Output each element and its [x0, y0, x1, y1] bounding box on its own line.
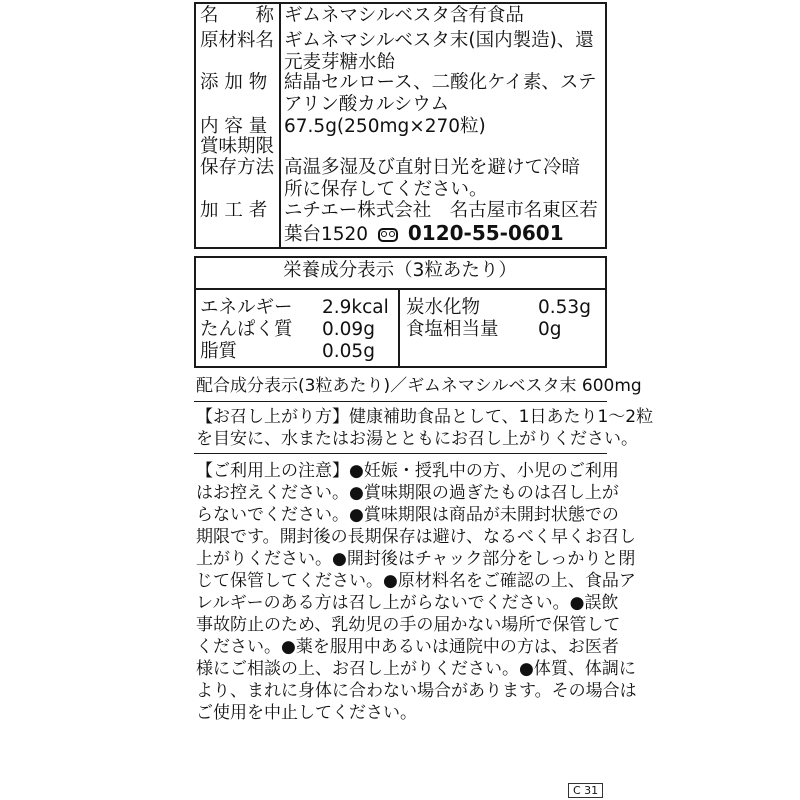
- nutrition-column-divider: [398, 288, 400, 368]
- nutrition-salt-name: 食塩相当量: [406, 319, 499, 340]
- value-ingredients-2: 元麦芽糖水飴: [284, 52, 396, 73]
- caution-line: じて保管してください。●原材料名をご確認の上、食品ア: [196, 571, 636, 591]
- caution-line: 事故防止のため、乳幼児の手の届かない場所で保管して: [196, 615, 621, 635]
- label-ingredients: 原材料名: [200, 30, 275, 51]
- nutrition-energy-value: 2.9kcal: [322, 297, 389, 318]
- caution-line: はお控えください。●賞味期限の過ぎたものは召し上が: [196, 483, 619, 503]
- value-processor-1: ニチエー株式会社 名古屋市名東区若: [284, 200, 598, 221]
- value-storage-2: 所に保存してください。: [284, 179, 488, 200]
- caution-line: 期限です。開封後の長期保存は避け、なるべく早くお召し: [196, 527, 636, 547]
- label-content: 内 容 量: [200, 116, 268, 137]
- caution-line: 【ご利用上の注意】●妊娠・授乳中の方、小児のご利用: [196, 461, 619, 481]
- free-dial-icon: [378, 228, 398, 242]
- address-end: 葉台1520: [284, 224, 369, 245]
- value-additives-2: アリン酸カルシウム: [284, 94, 450, 115]
- nutrition-title: 栄養成分表示（3粒あたり）: [283, 260, 517, 281]
- phone-number: 0120-55-0601: [407, 221, 564, 245]
- nutrition-protein-name: たんぱく質: [200, 319, 293, 340]
- nutrition-fat-name: 脂質: [200, 341, 238, 362]
- value-content: 67.5g(250mg×270粒): [284, 116, 486, 137]
- info-column-divider: [279, 2, 281, 249]
- composition-line: 配合成分表示(3粒あたり)／ギムネマシルベスタ末 600mg: [196, 376, 642, 396]
- nutrition-title-divider: [194, 288, 607, 290]
- caution-line: 様にご相談の上、お召し上がりください。●体質、体調に: [196, 659, 636, 679]
- label-name: 名 称: [200, 5, 275, 26]
- caution-line: 上がりください。●開封後はチャック部分をしっかりと閉: [196, 549, 636, 569]
- product-code: C 31: [568, 783, 603, 798]
- nutrition-carbs-name: 炭水化物: [406, 297, 481, 318]
- caution-line: ください。●薬を服用中あるいは通院中の方は、お医者: [196, 637, 619, 657]
- value-ingredients-1: ギムネマシルベスタ末(国内製造)、還: [284, 30, 594, 51]
- nutrition-carbs-value: 0.53g: [538, 297, 591, 318]
- value-storage-1: 高温多湿及び直射日光を避けて冷暗: [284, 157, 581, 178]
- caution-line: レルギーのある方は召し上がらないでください。●誤飲: [196, 593, 619, 613]
- nutrition-protein-value: 0.09g: [322, 319, 375, 340]
- usage-line-1: 【お召し上がり方】健康補助食品として、1日あたり1～2粒: [196, 407, 654, 427]
- label-additives: 添 加 物: [200, 72, 268, 93]
- caution-line: ご使用を中止してください。: [196, 703, 417, 723]
- value-name: ギムネマシルベスタ含有食品: [284, 5, 524, 26]
- nutrition-fat-value: 0.05g: [322, 341, 375, 362]
- label-processor: 加 工 者: [200, 200, 268, 221]
- usage-divider: [194, 453, 607, 454]
- label-best-before: 賞味期限: [200, 136, 275, 157]
- value-additives-1: 結晶セルロース、二酸化ケイ素、ステ: [284, 72, 597, 93]
- label-storage: 保存方法: [200, 157, 275, 178]
- caution-line: より、まれに身体に合わない場合があります。その場合は: [196, 681, 637, 701]
- usage-line-2: を目安に、水またはお湯とともにお召し上がりください。: [196, 429, 638, 449]
- composition-divider: [194, 401, 607, 402]
- nutrition-energy-name: エネルギー: [200, 297, 293, 318]
- value-processor-2: [284, 222, 564, 246]
- caution-line: らないでください。●賞味期限は商品が未開封状態での: [196, 505, 619, 525]
- nutrition-salt-value: 0g: [538, 319, 562, 340]
